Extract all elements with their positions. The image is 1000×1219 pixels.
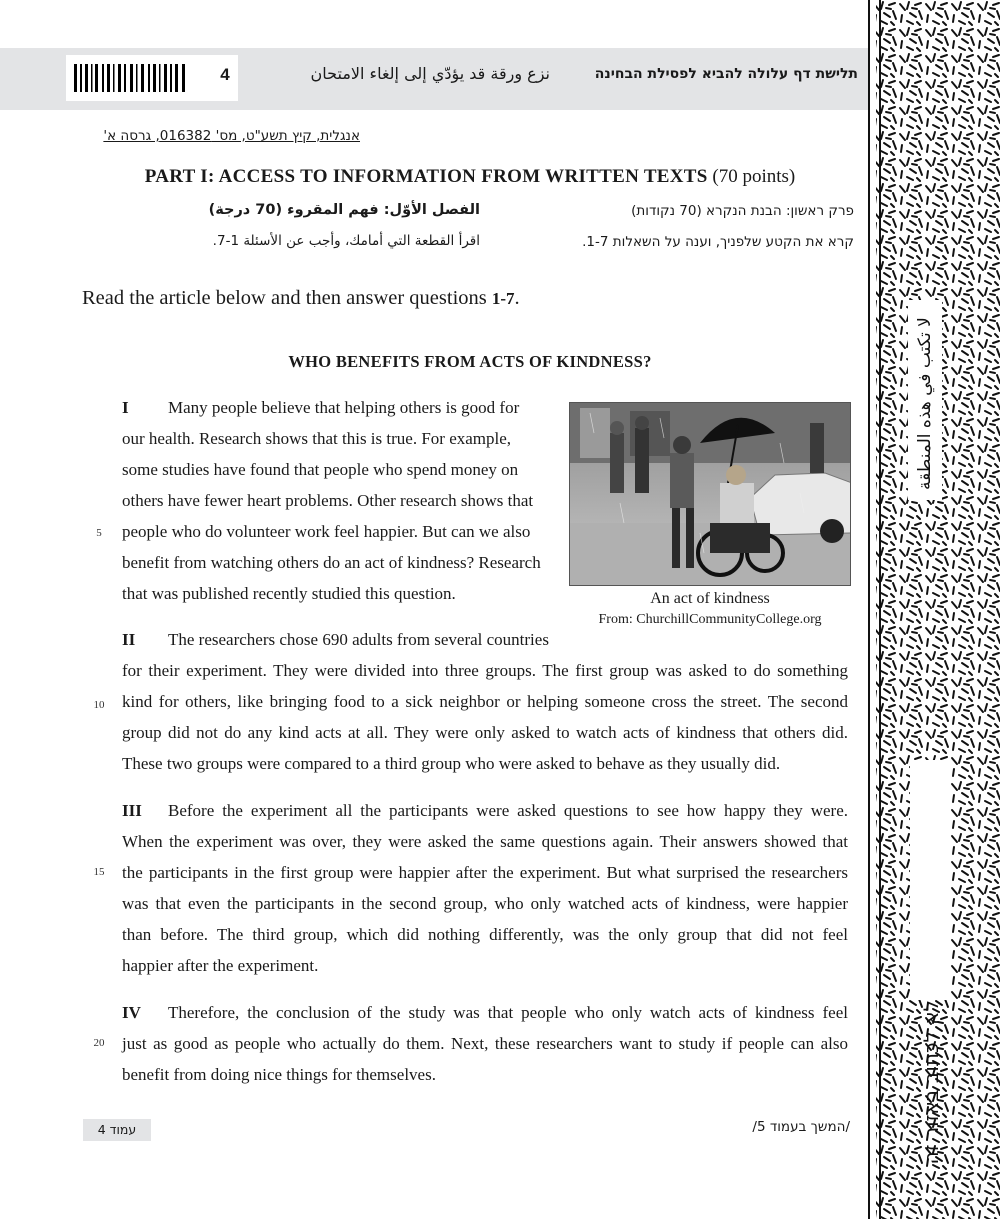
barcode-box	[66, 55, 238, 101]
article-line: benefit from doing nice things for themselves.	[122, 1065, 436, 1084]
question-range: 1-7	[491, 289, 515, 308]
line-number: 20	[93, 1037, 105, 1049]
article-line	[122, 800, 848, 822]
arabic-notice: نزع ورقة قد يؤدّي إلى إلغاء الامتحان	[310, 64, 550, 83]
article-line: was that even the participants in the second group, who only watched acts of kindness, were happier	[122, 894, 848, 913]
article-line: the participants in the first group were happier after the experiment. But what surprised the researchers	[122, 863, 848, 882]
part-title	[60, 166, 880, 188]
figure-credit: From: ChurchillCommunityCollege.org	[598, 612, 822, 627]
read-instruction	[82, 287, 782, 310]
barcode	[74, 64, 188, 92]
line-text: Therefore, the conclusion of the study was that people who only watch acts of kindness feel	[168, 1003, 848, 1022]
photo-illustration	[570, 403, 851, 586]
article-line	[122, 629, 549, 651]
article-line: some studies have found that people who spend money on	[122, 460, 519, 479]
article-line: others have fewer heart problems. Other research shows that	[122, 491, 534, 510]
article-line: that was published recently studied this question.	[122, 584, 456, 603]
paragraph-label: III	[122, 801, 142, 820]
article-line: our health. Research shows that this is true. For example,	[122, 429, 512, 448]
article-line: than before. The third group, which did nothing differently, was the only group that did not feel	[122, 925, 848, 944]
read-instruction-end: .	[514, 287, 520, 309]
line-number: 15	[93, 866, 105, 878]
line-number: 10	[93, 699, 105, 711]
line-text: The researchers chose 690 adults from several countries	[168, 630, 549, 649]
paragraph-label: I	[122, 398, 129, 417]
paragraph-label: IV	[122, 1003, 141, 1022]
arabic-instruction: اقرأ القطعة التي أمامك، وأجب عن الأسئلة 1-7.	[212, 233, 480, 249]
hebrew-notice: תלישת דף עלולה להביא לפסילת הבחינה	[594, 66, 858, 82]
page-number: 4	[220, 65, 230, 84]
article-line: benefit from watching others do an act of kindness? Research	[122, 553, 541, 572]
article-title: WHO BENEFITS FROM ACTS OF KINDNESS?	[288, 352, 652, 371]
article-line: happier after the experiment.	[122, 956, 319, 975]
arabic-part-heading: الفصل الأوّل: فهم المقروء (70 درجة)	[208, 202, 480, 218]
article-line	[122, 1002, 848, 1024]
part-title-text: PART I: ACCESS TO INFORMATION FROM WRITTEN TEXTS	[144, 166, 708, 187]
line-text: Before the experiment all the participants were asked questions to see how happy they were.	[168, 801, 848, 820]
continued-note: /המשך בעמוד 5/	[752, 1119, 850, 1135]
figure-caption: An act of kindness	[650, 590, 770, 607]
article-line	[122, 397, 519, 419]
article-line: kind for others, like bringing food to a sick neighbor or helping someone cross the street. The second	[122, 692, 848, 711]
article-line: just as good as people who actually do them. Next, these researchers want to study if people can also	[122, 1034, 848, 1053]
hebrew-part-heading: פרק ראשון: הבנת הנקרא (70 נקודות)	[631, 203, 854, 219]
paragraph-label: II	[122, 630, 136, 649]
article-line: These two groups were compared to a third group who were asked to behave as they usually did.	[122, 754, 781, 773]
article-line: people who do volunteer work feel happier. But can we also	[122, 522, 531, 541]
margin-divider	[868, 0, 870, 1219]
hebrew-instruction: קרא את הקטע שלפניך, וענה על השאלות 1-7.	[582, 234, 854, 250]
kindness-photo	[569, 402, 851, 586]
margin-arabic-text: لا تكتب في هذه المنطقة	[915, 317, 935, 490]
page-label: עמוד 4	[83, 1119, 151, 1141]
exam-code: אנגלית, קיץ תשע"ט, מס' 016382, גרסה א'	[103, 128, 360, 144]
line-number: 5	[96, 527, 102, 539]
article-line: group did not do any kind acts at all. They were only asked to watch acts of kindness that others did.	[122, 723, 848, 742]
article-line: When the experiment was over, they were asked the same questions again. Their answers showed that	[122, 832, 848, 851]
margin-hebrew-text: לא לכתוב באזור זה	[919, 1000, 943, 1165]
part-points: (70 points)	[712, 166, 796, 187]
article-line: for their experiment. They were divided into three groups. The first group was asked to do something	[122, 661, 848, 680]
margin-pattern	[872, 0, 1000, 1219]
read-instruction-text: Read the article below and then answer questions	[82, 287, 487, 309]
line-text: Many people believe that helping others is good for	[168, 398, 520, 417]
